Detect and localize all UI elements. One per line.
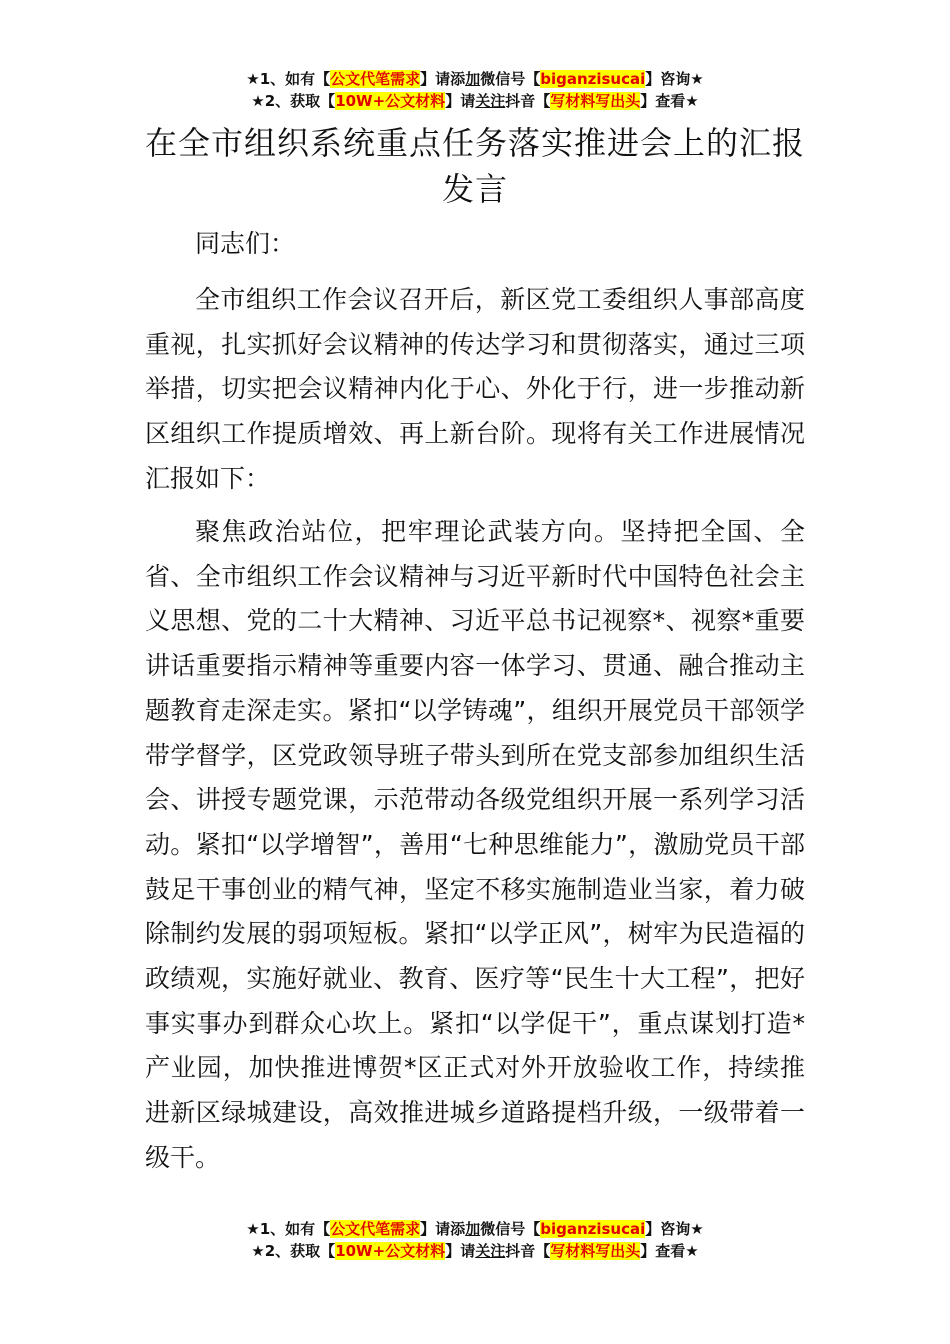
promo-text: ★1、如有【 [246,70,331,88]
promo-highlight: 10W+公文材料 [335,92,446,110]
promo-line-1 [0,68,950,90]
paragraph-text: 聚焦政治站位，把牢理论武装方向。坚持把全国、全省、全市组织工作会议精神与习近平新时代中国特色社会主义思想、党的二十大精神、习近平总书记视察*、视察*重要讲话重要指示精神等重要内容一体学习、贯通、融合推动主题教育走深走实。紧扣“以学铸魂”，组织开展党员干部领学带学督学，区党政领导班子带头到所在党支部参加组织生活会、讲授专题党课，示范带动各级党组织开展一系列学习活动。紧扣“以学增智”，善用“七种思维能力”，激励党员干部鼓足干事创业的精气神，坚定不移实施制造业当家，着力破除制约发展的弱项短板。紧扣“以学正风”，树牢为民造福的政绩观，实施好就业、教育、医疗等“民生十大工程”，把好事实事办到群众心坎上。紧扣“以学促干”，重点谋划打造*产业园，加快推进博贺*区正式对外开放验收工作，持续推进新区绿城建设，高效推进城乡道路提档升级，一级带着一级干。 [145,517,805,1172]
paragraph-2 [145,510,805,1181]
promo-underline: 关注 [475,92,506,110]
promo-text: 】咨询★ [645,1220,704,1238]
paragraph-text: 全市组织工作会议召开后，新区党工委组织人事部高度重视，扎实抓好会议精神的传达学习和贯彻落实，通过三项举措，切实把会议精神内化于心、外化于行，进一步推动新区组织工作提质增效、再上新台阶。现将有关工作进展情况汇报如下： [145,285,805,493]
promo-line-2 [0,90,950,112]
promo-text: ★1、如有【 [246,1220,331,1238]
promo-highlight: biganzisucai [540,1220,646,1238]
promo-text: 】咨询★ [645,70,704,88]
promo-text: ★2、获取【 [251,92,336,110]
promo-text: 】请 [445,92,476,110]
promo-text: 】查看★ [640,92,699,110]
document-title: 在全市组织系统重点任务落实推进会上的汇报发言 [145,124,806,208]
promo-text: 微信号【 [480,1220,541,1238]
promo-highlight: 写材料写出头 [550,1242,641,1260]
promo-underline: 关注 [475,1242,506,1260]
promo-highlight: biganzisucai [540,70,646,88]
promo-highlight: 10W+公文材料 [335,1242,446,1260]
promo-highlight: 公文代笔需求 [330,70,421,88]
promo-underline: 加 [465,1220,481,1238]
promo-text: 抖音【 [505,1242,551,1260]
header-promo-banner [0,68,950,112]
paragraph-1 [145,278,805,502]
promo-underline: 加 [465,70,481,88]
promo-text: 抖音【 [505,92,551,110]
promo-text: ★2、获取【 [251,1242,336,1260]
promo-highlight: 公文代笔需求 [330,1220,421,1238]
footer-promo-banner [0,1218,950,1262]
promo-highlight: 写材料写出头 [550,92,641,110]
promo-text: 】查看★ [640,1242,699,1260]
promo-text: 微信号【 [480,70,541,88]
promo-text: 】请添 [420,70,466,88]
promo-line-1 [0,1218,950,1240]
promo-text: 】请 [445,1242,476,1260]
promo-line-2 [0,1240,950,1262]
greeting-text: 同志们： [195,229,296,258]
promo-text: 】请添 [420,1220,466,1238]
greeting [145,222,805,267]
